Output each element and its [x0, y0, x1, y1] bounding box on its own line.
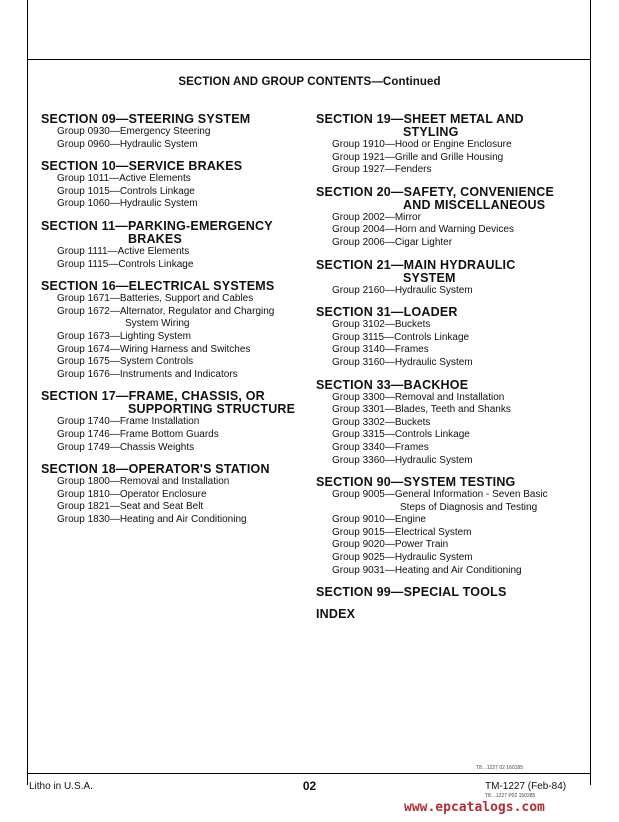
section-title-continued: BRAKES [128, 231, 182, 246]
group-entry: Group 3115—Controls Linkage [332, 331, 470, 343]
group-entry: Group 2006—Cigar Lighter [332, 236, 453, 248]
group-entry: Group 3301—Blades, Teeth and Shanks [332, 404, 511, 416]
group-entry: Group 1921—Grille and Grille Housing [332, 151, 504, 163]
group-entry: Group 0960—Hydraulic System [57, 138, 198, 150]
group-entry: Group 1115—Controls Linkage [57, 258, 194, 270]
group-entry: Group 1015—Controls Linkage [57, 185, 195, 197]
section-title: SECTION 20—SAFETY, CONVENIENCE [316, 184, 554, 199]
section-title: SECTION 31—LOADER [316, 305, 458, 320]
group-entry: Group 9031—Heating and Air Conditioning [332, 564, 522, 576]
group-entry: Group 1675—System Controls [57, 356, 194, 368]
group-entry: Group 1111—Active Elements [57, 245, 190, 257]
section-block [41, 160, 306, 211]
footer-litho: Litho in U.S.A. [29, 781, 93, 792]
bottom-rule [27, 773, 590, 774]
section-block [41, 390, 306, 454]
group-entry: System Wiring [125, 318, 190, 330]
section-block [316, 608, 588, 621]
section-block [316, 476, 588, 577]
group-entry: Group 1910—Hood or Engine Enclosure [332, 139, 512, 150]
section-title: SECTION 99—SPECIAL TOOLS [316, 585, 507, 600]
group-entry: Group 9020—Power Train [332, 539, 449, 551]
section-block [316, 306, 588, 369]
section-title-continued: AND MISCELLANEOUS [403, 197, 546, 212]
group-entry: Group 2002—Mirror [332, 211, 421, 223]
section-title-continued: STYLING [403, 125, 459, 139]
group-entry: Group 9010—Engine [332, 514, 426, 526]
group-entry: Group 3140—Frames [332, 344, 429, 356]
group-entry: Group 9005—General Information - Seven Basic [332, 489, 548, 501]
group-entry: Group 9015—Electrical System [332, 526, 472, 538]
section-title: SECTION 11—PARKING-EMERGENCY [41, 218, 273, 233]
page-code-upper: T8…1227 02 160185 [476, 765, 523, 771]
group-entry: Steps of Diagnosis and Testing [400, 501, 538, 513]
group-entry: Group 1060—Hydraulic System [57, 198, 198, 210]
group-entry: Group 1672—Alternator, Regulator and Charging [57, 305, 275, 317]
section-title: SECTION 19—SHEET METAL AND [316, 112, 524, 126]
group-entry: Group 0930—Emergency Steering [57, 126, 211, 137]
group-entry: Group 1927—Fenders [332, 164, 432, 176]
section-title: INDEX [316, 607, 356, 622]
group-entry: Group 1676—Instruments and Indicators [57, 368, 238, 380]
group-entry: Group 3102—Buckets [332, 319, 431, 331]
footer-manual-id: TM-1227 (Feb-84) [485, 781, 567, 792]
group-entry: Group 2160—Hydraulic System [332, 284, 473, 296]
section-title: SECTION 16—ELECTRICAL SYSTEMS [41, 279, 275, 294]
group-entry: Group 1746—Frame Bottom Guards [57, 428, 219, 440]
section-title: SECTION 33—BACKHOE [316, 377, 469, 392]
group-entry: Group 3340—Frames [332, 441, 429, 453]
group-entry: Group 1671—Batteries, Support and Cables [57, 293, 254, 305]
section-title-continued: SUPPORTING STRUCTURE [128, 402, 296, 417]
group-entry: Group 1674—Wiring Harness and Switches [57, 343, 251, 355]
group-entry: Group 1821—Seat and Seat Belt [57, 501, 204, 513]
section-title: SECTION 09—STEERING SYSTEM [41, 112, 251, 126]
group-entry: Group 2004—Horn and Warning Devices [332, 224, 514, 236]
group-entry: Group 3300—Removal and Installation [332, 391, 505, 403]
section-title: SECTION 90—SYSTEM TESTING [316, 475, 516, 490]
right-column [316, 113, 588, 630]
section-title-continued: SYSTEM [403, 270, 456, 285]
section-title: SECTION 10—SERVICE BRAKES [41, 159, 243, 174]
section-block [41, 280, 306, 381]
section-title: SECTION 17—FRAME, CHASSIS, OR [41, 389, 265, 404]
section-block [41, 113, 306, 151]
section-block [41, 463, 306, 526]
group-entry: Group 3360—Hydraulic System [332, 454, 473, 466]
group-entry: Group 1749—Chassis Weights [57, 441, 195, 453]
section-title: SECTION 18—OPERATOR'S STATION [41, 462, 270, 477]
section-block [316, 586, 588, 599]
group-entry: Group 1810—Operator Enclosure [57, 488, 207, 500]
section-block [316, 379, 588, 468]
group-entry: Group 3160—Hydraulic System [332, 356, 473, 368]
group-entry: Group 1740—Frame Installation [57, 416, 200, 428]
page-code-lower: T8…1227 P02 150285 [485, 793, 536, 799]
section-block [316, 186, 588, 250]
group-entry: Group 1673—Lighting System [57, 330, 191, 342]
section-title: SECTION 21—MAIN HYDRAULIC [316, 257, 516, 272]
watermark-link[interactable]: www.epcatalogs.com [404, 800, 545, 815]
section-block [41, 220, 306, 271]
section-block [316, 113, 588, 177]
group-entry: Group 1011—Active Elements [57, 173, 191, 185]
page-number: 02 [302, 779, 317, 793]
section-block [316, 259, 588, 298]
page-title: SECTION AND GROUP CONTENTS—Continued [178, 76, 441, 88]
group-entry: Group 1830—Heating and Air Conditioning [57, 513, 247, 525]
left-column [41, 113, 306, 535]
group-entry: Group 1800—Removal and Installation [57, 476, 230, 488]
group-entry: Group 3302—Buckets [332, 416, 431, 428]
group-entry: Group 9025—Hydraulic System [332, 552, 473, 564]
group-entry: Group 3315—Controls Linkage [332, 429, 470, 441]
top-rule [27, 59, 590, 60]
